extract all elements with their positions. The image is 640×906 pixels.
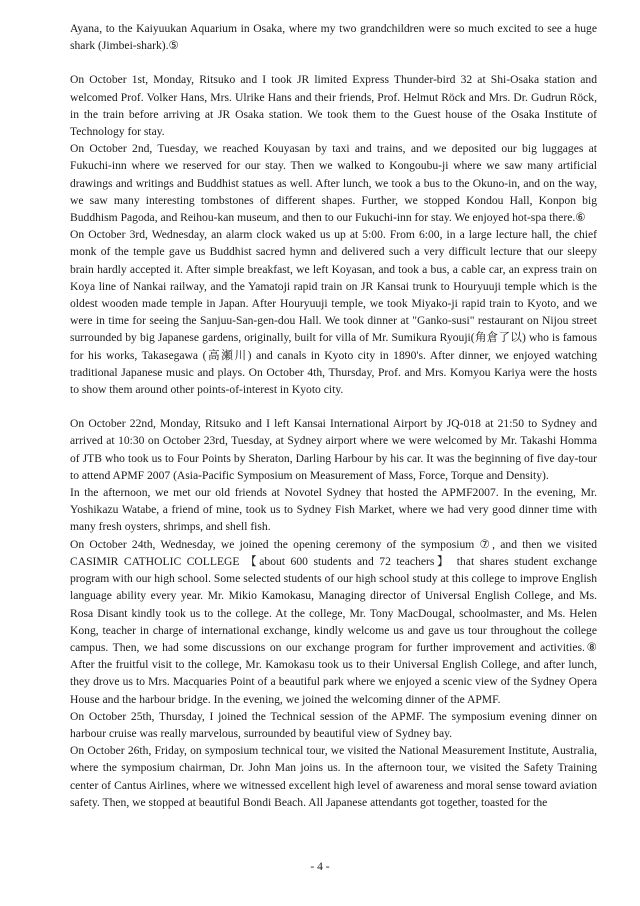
document-body (70, 20, 597, 811)
paragraph-gap (70, 398, 597, 415)
paragraph-gap (70, 54, 597, 71)
paragraph: On October 24th, Wednesday, we joined the opening ceremony of the symposium ⑦, and then we visited CASIMIR CATHOLIC COLLEGE 【about 600 students and 72 teachers】 that shares student exchange program with our high school. Some selected students of our high school study at this college to improve English language ability every year. Mr. Mikio Kamokasu, Managing director of Universal English College, and Ms. Rosa Disant kindly took us to the college. At the college, Mr. Tony MacDougal, schoolmaster, and Ms. Helen Kong, teacher in charge of international exchange, kindly welcome us and gave us tour throughout the college campus. Then, we had some discussions on our exchange program for further improvement and activities.⑧ After the fruitful visit to the college, Mr. Kamokasu took us to their Universal English College, and after lunch, they drove us to Mrs. Macquaries Point of a beautiful park where we enjoyed a scenic view of the Sydney Opera House and the harbour bridge. In the evening, we joined the welcoming dinner of the APMF. (70, 537, 597, 706)
paragraph: On October 3rd, Wednesday, an alarm clock waked us up at 5:00. From 6:00, in a large lecture hall, the chief monk of the temple gave us Buddhist sacred hymn and delivered such a very difficult lecture that our sleepy brain hardly accepted it. After simple breakfast, we left Koyasan, and took a bus, a cable car, an express train on Koya line of Nankai railway, and the Yamatoji rapid train on JR Kansai trunk to Houryuuji temple which is the oldest wooden made temple in Japan. After Houryuuji temple, we took Miyako-ji rapid train to Kyoto, and we were in time for seeing the Sanjuu-San-gen-dou Hall. We took dinner at "Ganko-susi" restaurant on Nijou street surrounded by big Japanese gardens, originally, built for villa of Mr. Sumikura Ryouji(角倉了以) who is famous for his works, Takasegawa (高瀬川) and canals in Kyoto city in 1890's. After dinner, we enjoyed watching traditional Japanese music and plays. On October 4th, Thursday, Prof. and Mrs. Komyou Kariya were the hosts to show them around other points-of-interest in Kyoto city. (70, 228, 597, 397)
paragraph: On October 2nd, Tuesday, we reached Kouyasan by taxi and trains, and we deposited our big luggages at Fukuchi-inn where we reserved for our stay. Then we walked to Kongoubu-ji where we saw many artificial drawings and writings and Buddhist statues as well. After lunch, we took a bus to the Okuno-in, and on the way, we saw many interesting tombstones of different shapes. Further, we stopped Kondou Hall, Konpon big Buddhism Pagoda, and Reihou-kan museum, and then to our Fukuchi-inn for stay. We enjoyed hot-spa there.⑥ (70, 142, 597, 225)
paragraph: On October 25th, Thursday, I joined the Technical session of the APMF. The symposium evening dinner on harbour cruise was really marvelous, surrounded by beautiful view of Sydney bay. (70, 709, 597, 740)
paragraph: On October 1st, Monday, Ritsuko and I took JR limited Express Thunder-bird 32 at Shi-Osaka station and welcomed Prof. Volker Hans, Mrs. Ulrike Hans and their friends, Prof. Helmut Röck and Mrs. Dr. Gudrun Röck, in the train before arriving at JR Osaka station. We took them to the Guest house of the Osaka Institute of Technology for stay. (70, 73, 597, 139)
paragraph: In the afternoon, we met our old friends at Novotel Sydney that hosted the APMF2007. In the evening, Mr. Yoshikazu Watabe, a friend of mine, took us to Sydney Fish Market, where we had very good dinner time with many fresh oysters, shrimps, and shell fish. (70, 486, 597, 534)
paragraph: On October 22nd, Monday, Ritsuko and I left Kansai International Airport by JQ-018 at 21:50 to Sydney and arrived at 10:30 on October 23rd, Tuesday, at Sydney airport where we were welcomed by Mr. Takashi Homma of JTB who took us to Four Points by Sheraton, Darling Harbour by his car. It was the beginning of five day-tour to attend APMF 2007 (Asia-Pacific Symposium on Measurement of Mass, Force, Torque and Density). (70, 417, 597, 482)
page-number: - 4 - (310, 860, 330, 873)
paragraph: On October 26th, Friday, on symposium technical tour, we visited the National Measurement Institute, Australia, where the symposium chairman, Dr. John Man joins us. In the afternoon tour, we visited the Safety Training center of Cantus Airlines, where we witnessed excellent high level of awareness and moral sense toward aviation safety. Then, we stopped at beautiful Bondi Beach. All Japanese attendants got together, toasted for the (70, 744, 597, 809)
paragraph: Ayana, to the Kaiyuukan Aquarium in Osaka, where my two grandchildren were so much excited to see a huge shark (Jimbei-shark).⑤ (70, 22, 597, 53)
